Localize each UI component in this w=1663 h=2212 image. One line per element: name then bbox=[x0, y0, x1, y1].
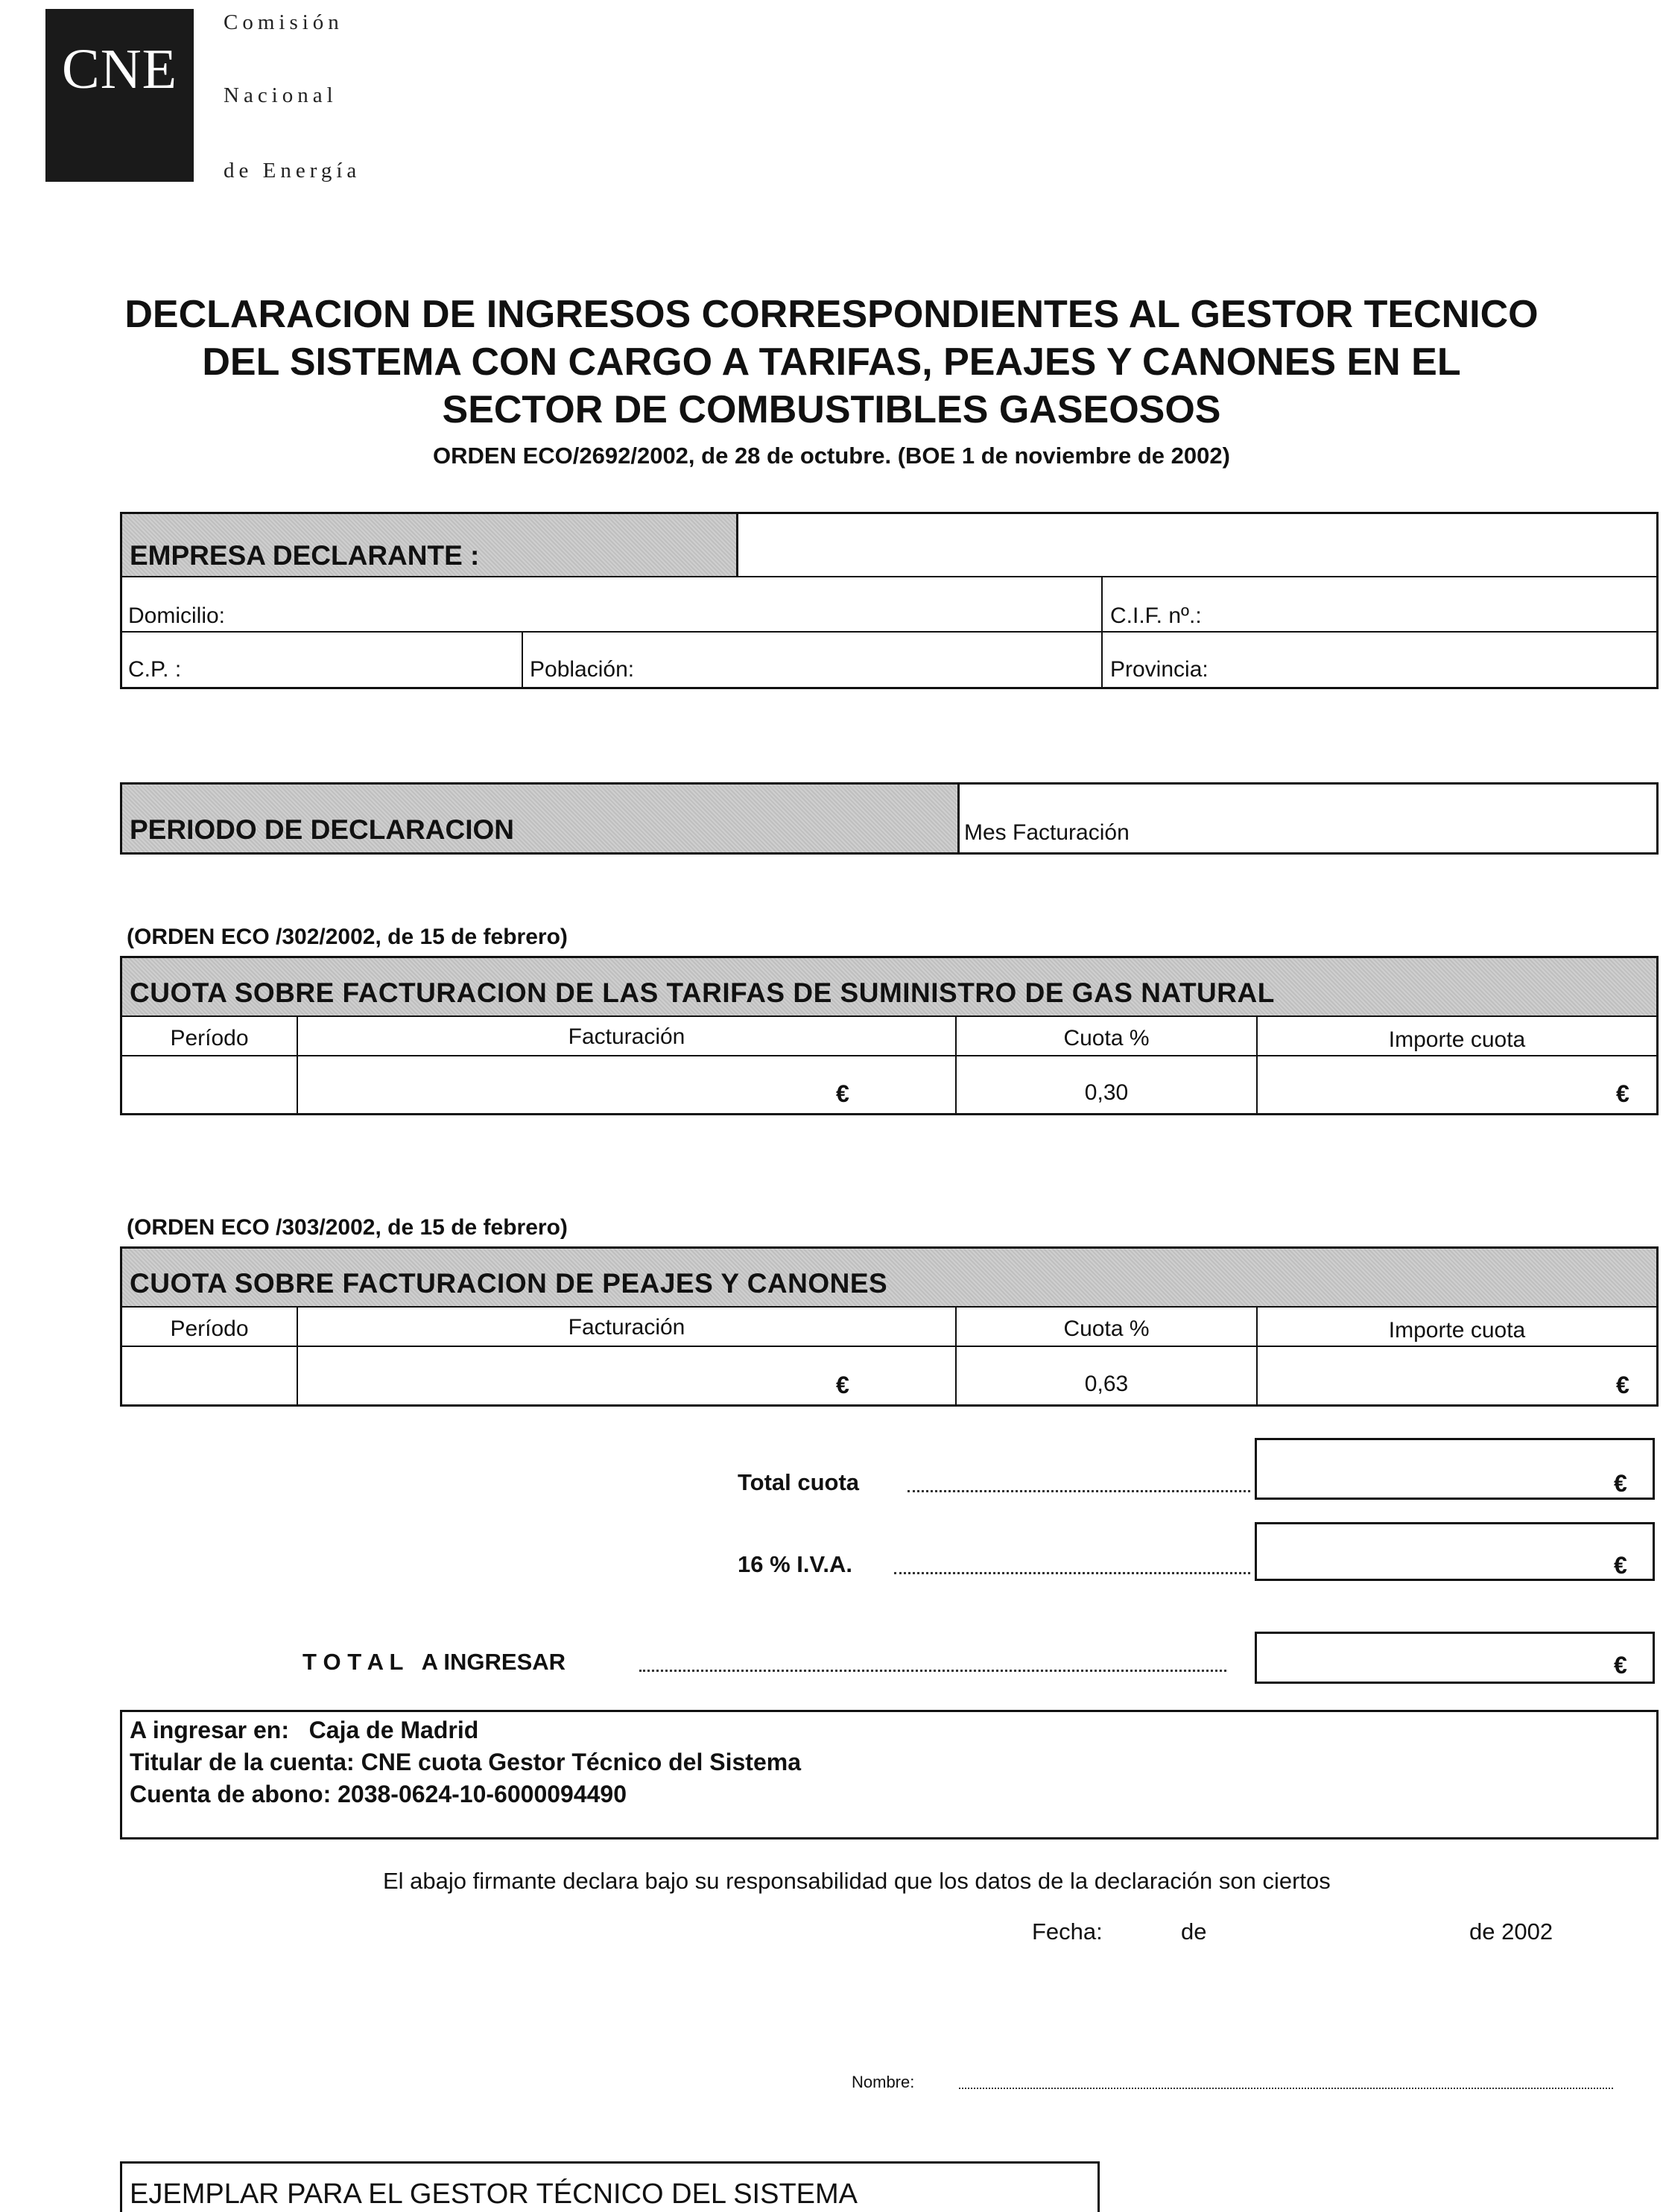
fecha-month-field[interactable] bbox=[1222, 1913, 1445, 1946]
total-ingresar-leader bbox=[639, 1659, 1226, 1672]
mes-facturacion-label: Mes Facturación bbox=[964, 820, 1130, 845]
mes-facturacion-field[interactable] bbox=[1180, 787, 1650, 850]
fecha-de-label: de bbox=[1181, 1918, 1207, 1945]
gas-facturacion-field[interactable] bbox=[298, 1057, 954, 1112]
total-ingresar-euro: € bbox=[1614, 1652, 1627, 1679]
bank-details-box bbox=[120, 1710, 1659, 1839]
cuota-gas-header: CUOTA SOBRE FACTURACION DE LAS TARIFAS DE SUMINISTRO DE GAS NATURAL bbox=[130, 977, 1275, 1008]
gas-importe-field[interactable] bbox=[1258, 1057, 1655, 1112]
peajes-cuota-value: 0,63 bbox=[1084, 1372, 1129, 1396]
total-cuota-leader bbox=[907, 1480, 1250, 1492]
total-ingresar-field[interactable] bbox=[1255, 1632, 1655, 1684]
account-holder: Titular de la cuenta: CNE cuota Gestor Técnico del Sistema bbox=[130, 1749, 801, 1775]
nombre-field[interactable] bbox=[959, 2077, 1613, 2089]
fecha-day-field[interactable] bbox=[1118, 1913, 1176, 1946]
domicilio-label: Domicilio: bbox=[128, 603, 226, 628]
empresa-header: EMPRESA DECLARANTE : bbox=[130, 540, 480, 571]
declaration-text: El abajo firmante declara bajo su responsabilidad que los datos de la declaración son ciertos bbox=[383, 1868, 1331, 1894]
account-number: Cuenta de abono: 2038-0624-10-6000094490 bbox=[130, 1781, 627, 1807]
total-cuota-label: Total cuota bbox=[738, 1469, 860, 1495]
logo-line-comision: Comisión bbox=[224, 10, 343, 34]
provincia-label: Provincia: bbox=[1110, 657, 1209, 682]
total-cuota-field[interactable] bbox=[1255, 1438, 1655, 1500]
col-facturacion-header: Facturación bbox=[568, 1024, 685, 1049]
peajes-importe-euro: € bbox=[1616, 1372, 1629, 1398]
ejemplar-label: EJEMPLAR PARA EL GESTOR TÉCNICO DEL SISTEMA bbox=[130, 2178, 858, 2210]
gas-cuota-value: 0,30 bbox=[1084, 1080, 1129, 1105]
orden-303-reference: (ORDEN ECO /303/2002, de 15 de febrero) bbox=[127, 1215, 568, 1240]
logo-line-energia: de Energía bbox=[224, 159, 361, 183]
col-facturacion-header: Facturación bbox=[568, 1315, 685, 1340]
orden-302-reference: (ORDEN ECO /302/2002, de 15 de febrero) bbox=[127, 925, 568, 949]
col-periodo-header: Período bbox=[170, 1026, 249, 1050]
title-line-1: DECLARACION DE INGRESOS CORRESPONDIENTES AL GESTOR TECNICO bbox=[124, 293, 1539, 336]
gas-facturacion-euro: € bbox=[836, 1080, 849, 1107]
iva-leader bbox=[894, 1562, 1250, 1574]
domicilio-field[interactable] bbox=[271, 578, 1091, 629]
cif-field[interactable] bbox=[1240, 578, 1650, 629]
cp-label: C.P. : bbox=[128, 657, 182, 682]
gas-importe-euro: € bbox=[1616, 1080, 1629, 1107]
nombre-label: Nombre: bbox=[852, 2073, 915, 2091]
col-periodo-header: Período bbox=[170, 1316, 249, 1341]
iva-euro: € bbox=[1614, 1552, 1627, 1579]
ejemplar-box bbox=[120, 2161, 1100, 2212]
cuota-peajes-section bbox=[120, 1246, 1659, 1407]
cp-field[interactable] bbox=[197, 633, 517, 685]
total-ingresar-label: T O T A L A INGRESAR bbox=[302, 1649, 566, 1675]
iva-label: 16 % I.V.A. bbox=[738, 1551, 852, 1577]
peajes-facturacion-field[interactable] bbox=[298, 1348, 954, 1403]
title-line-2: DEL SISTEMA CON CARGO A TARIFAS, PEAJES Y CANONES EN EL bbox=[202, 340, 1461, 384]
bank-name: A ingresar en: Caja de Madrid bbox=[130, 1717, 479, 1743]
cuota-peajes-header: CUOTA SOBRE FACTURACION DE PEAJES Y CANONES bbox=[130, 1268, 888, 1299]
poblacion-label: Población: bbox=[530, 657, 635, 682]
periodo-header: PERIODO DE DECLARACION bbox=[130, 814, 514, 845]
empresa-name-field[interactable] bbox=[736, 514, 1656, 576]
cif-label: C.I.F. nº.: bbox=[1110, 603, 1202, 628]
col-importe-header: Importe cuota bbox=[1388, 1318, 1526, 1343]
provincia-field[interactable] bbox=[1240, 633, 1650, 685]
title-line-3: SECTOR DE COMBUSTIBLES GASEOSOS bbox=[442, 388, 1221, 431]
title-subtitle: ORDEN ECO/2692/2002, de 28 de octubre. (BOE 1 de noviembre de 2002) bbox=[433, 443, 1230, 469]
cuota-gas-section bbox=[120, 956, 1659, 1115]
periodo-section bbox=[120, 782, 1659, 855]
empresa-section bbox=[120, 512, 1659, 689]
peajes-facturacion-euro: € bbox=[836, 1372, 849, 1398]
total-cuota-euro: € bbox=[1614, 1470, 1627, 1497]
iva-field[interactable] bbox=[1255, 1522, 1655, 1581]
fecha-label: Fecha: bbox=[1032, 1918, 1103, 1945]
logo-mark-text: CNE bbox=[62, 38, 177, 101]
col-importe-header: Importe cuota bbox=[1388, 1027, 1526, 1052]
peajes-importe-field[interactable] bbox=[1258, 1348, 1655, 1403]
fecha-year-label: de 2002 bbox=[1469, 1918, 1553, 1945]
poblacion-field[interactable] bbox=[659, 633, 1098, 685]
col-cuota-header: Cuota % bbox=[1063, 1316, 1150, 1341]
logo-line-nacional: Nacional bbox=[224, 83, 338, 107]
peajes-periodo-field[interactable] bbox=[124, 1348, 295, 1403]
gas-periodo-field[interactable] bbox=[124, 1057, 295, 1112]
col-cuota-header: Cuota % bbox=[1063, 1026, 1150, 1050]
